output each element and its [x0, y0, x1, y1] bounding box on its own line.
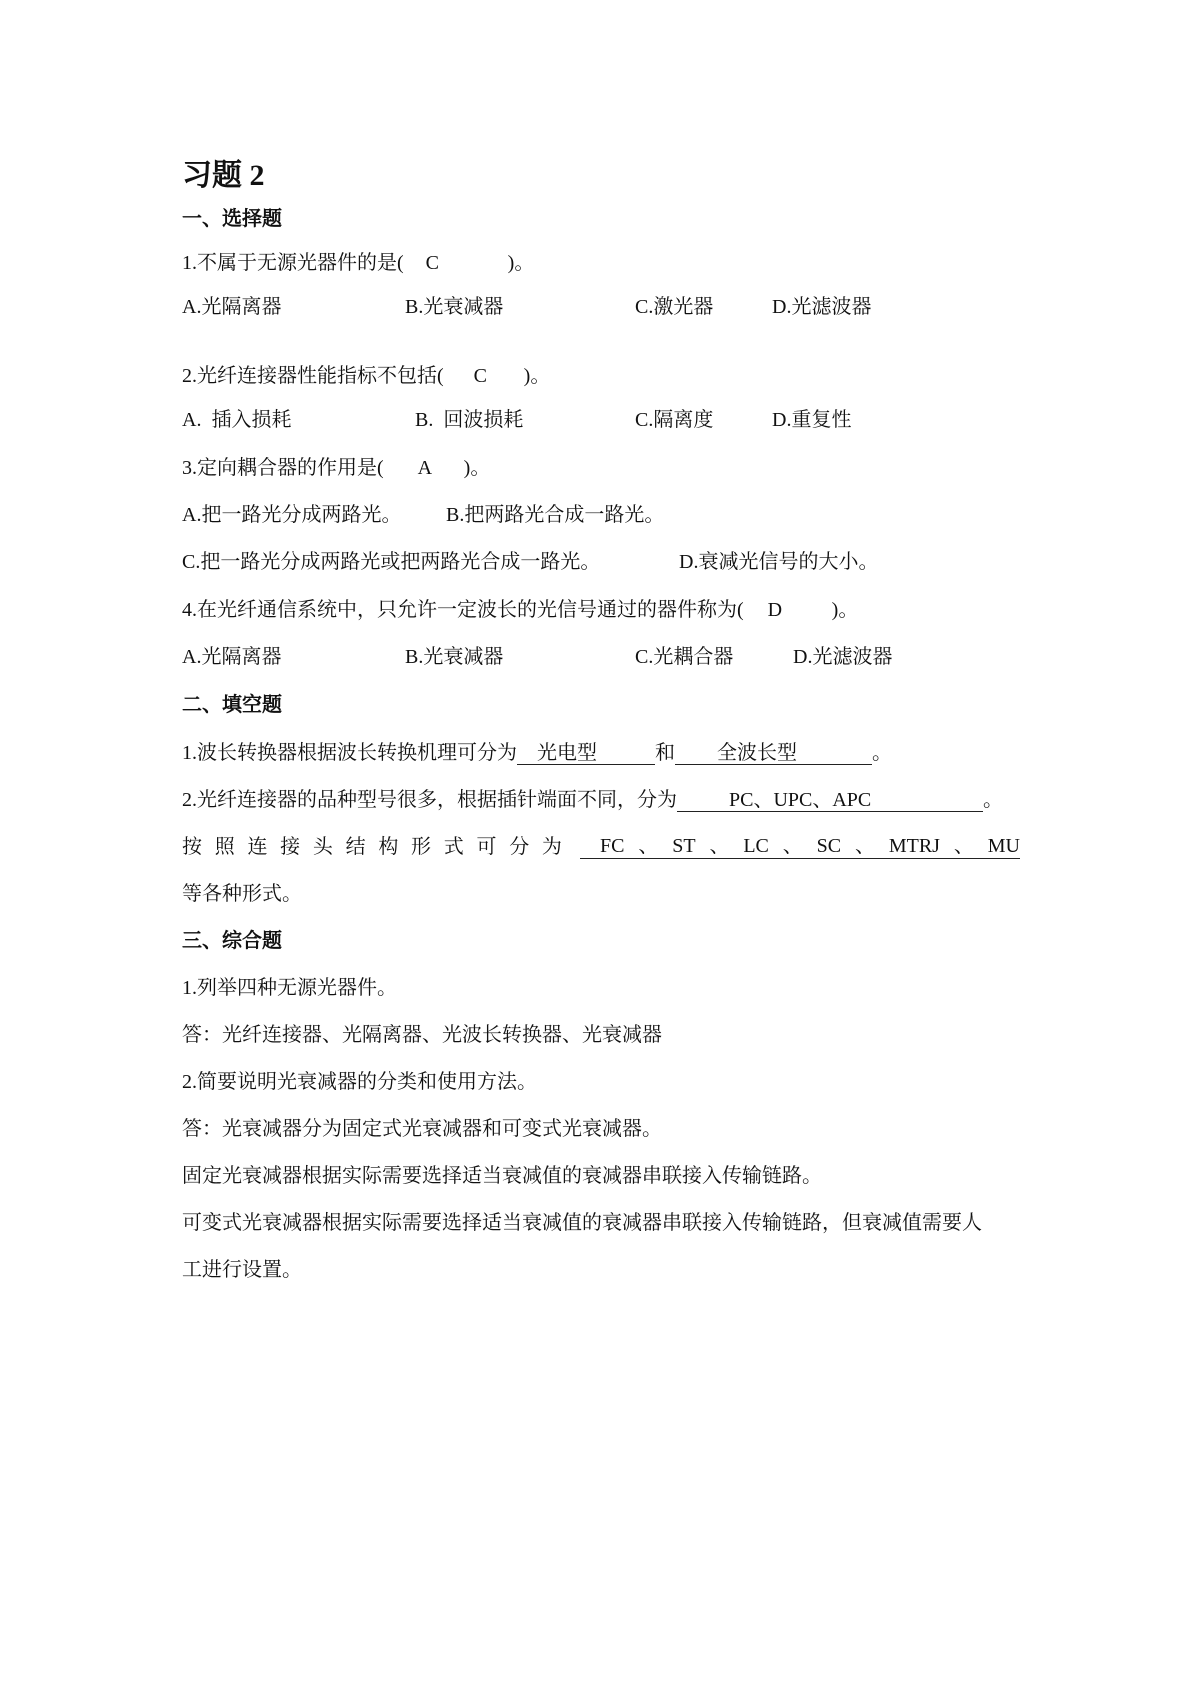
comp-question-2: 2.简要说明光衰减器的分类和使用方法。 [182, 1071, 537, 1093]
option-b: B.光衰减器 [405, 646, 504, 668]
spread-char: 头 [312, 836, 333, 858]
option-c: C.把一路光分成两路光或把两路光合成一路光。 [182, 551, 601, 573]
fill-question-1 [182, 741, 892, 765]
connector-type: MU [987, 835, 1020, 857]
comp-answer-2-line2: 固定光衰减器根据实际需要选择适当衰减值的衰减器串联接入传输链路。 [182, 1165, 822, 1187]
fill-question-2-line2 [182, 835, 1022, 859]
fill-end: 。 [872, 742, 892, 764]
spread-text [182, 835, 562, 859]
section-heading-comprehensive: 三、综合题 [182, 930, 282, 952]
mcq-question-1 [182, 251, 534, 275]
spread-char: 形 [411, 836, 432, 858]
connector-type: 、 [709, 835, 730, 857]
option-c: C.隔离度 [635, 409, 714, 431]
section-heading-choice: 一、选择题 [182, 208, 282, 230]
fill-and: 和 [655, 742, 675, 764]
mcq-stem: 3.定向耦合器的作用是( [182, 457, 384, 479]
fill-blank-3: PC、UPC、APC [677, 789, 983, 812]
comp-question-1: 1.列举四种无源光器件。 [182, 977, 397, 999]
mcq-stem: 2.光纤连接器性能指标不包括( [182, 365, 444, 387]
option-d: D.重复性 [772, 409, 852, 431]
mcq-stem: 4.在光纤通信系统中，只允许一定波长的光信号通过的器件称为( [182, 599, 744, 621]
mcq-answer: C [425, 252, 440, 274]
mcq-stem: 1.不属于无源光器件的是( [182, 252, 404, 274]
fill-blank-2: 全波长型 [675, 742, 872, 765]
connector-type: 、 [854, 835, 875, 857]
spread-char: 分 [509, 836, 530, 858]
fill-text: 1.波长转换器根据波长转换机理可分为 [182, 742, 517, 764]
option-a: A. 插入损耗 [182, 409, 292, 431]
mcq-close: )。 [831, 599, 859, 621]
comp-answer-2-line1: 答：光衰减器分为固定式光衰减器和可变式光衰减器。 [182, 1118, 662, 1140]
mcq-close: )。 [523, 365, 551, 387]
page-title: 习题 2 [182, 159, 265, 192]
comp-answer-2-line4: 工进行设置。 [182, 1259, 302, 1281]
option-b: B.把两路光合成一路光。 [446, 504, 665, 526]
option-b: B. 回波损耗 [415, 409, 524, 431]
fill-blank-1: 光电型 [517, 742, 655, 765]
mcq-question-2 [182, 364, 550, 388]
spread-char: 接 [280, 836, 301, 858]
mcq-close: )。 [463, 457, 491, 479]
mcq-answer: C [473, 365, 488, 387]
spread-char: 式 [443, 836, 464, 858]
option-d: D.衰减光信号的大小。 [679, 551, 879, 573]
connector-type: LC [743, 835, 769, 857]
option-b: B.光衰减器 [405, 296, 504, 318]
connector-type: SC [816, 835, 842, 857]
connector-type: FC [600, 835, 625, 857]
spread-char: 按 [182, 836, 202, 858]
comp-answer-1: 答：光纤连接器、光隔离器、光波长转换器、光衰减器 [182, 1024, 662, 1046]
connector-type: MTRJ [888, 835, 940, 857]
mcq-question-4 [182, 598, 858, 622]
spread-char: 为 [541, 836, 562, 858]
spread-char: 结 [345, 836, 366, 858]
option-a: A.光隔离器 [182, 296, 282, 318]
option-d: D.光滤波器 [793, 646, 893, 668]
spread-char: 构 [378, 836, 399, 858]
option-c: C.激光器 [635, 296, 714, 318]
option-a: A.光隔离器 [182, 646, 282, 668]
connector-type: ST [672, 835, 696, 857]
connector-type: 、 [953, 835, 974, 857]
option-d: D.光滤波器 [772, 296, 872, 318]
fill-text: 2.光纤连接器的品种型号很多，根据插针端面不同，分为 [182, 789, 677, 811]
connector-type: 、 [782, 835, 803, 857]
option-c: C.光耦合器 [635, 646, 734, 668]
fill-blank-4 [580, 835, 1020, 859]
connector-type: 、 [638, 835, 659, 857]
fill-end: 。 [983, 789, 1003, 811]
spread-char: 可 [476, 836, 497, 858]
fill-question-2-line3: 等各种形式。 [182, 883, 302, 905]
fill-question-2 [182, 788, 1003, 812]
option-a: A.把一路光分成两路光。 [182, 504, 402, 526]
mcq-close: )。 [507, 252, 535, 274]
spread-char: 连 [247, 836, 268, 858]
comp-answer-2-line3: 可变式光衰减器根据实际需要选择适当衰减值的衰减器串联接入传输链路，但衰减值需要人 [182, 1212, 982, 1234]
mcq-answer: A [417, 457, 433, 479]
mcq-answer: D [767, 599, 783, 621]
mcq-question-3 [182, 456, 490, 480]
section-heading-fill: 二、填空题 [182, 694, 282, 716]
spread-char: 照 [214, 836, 235, 858]
